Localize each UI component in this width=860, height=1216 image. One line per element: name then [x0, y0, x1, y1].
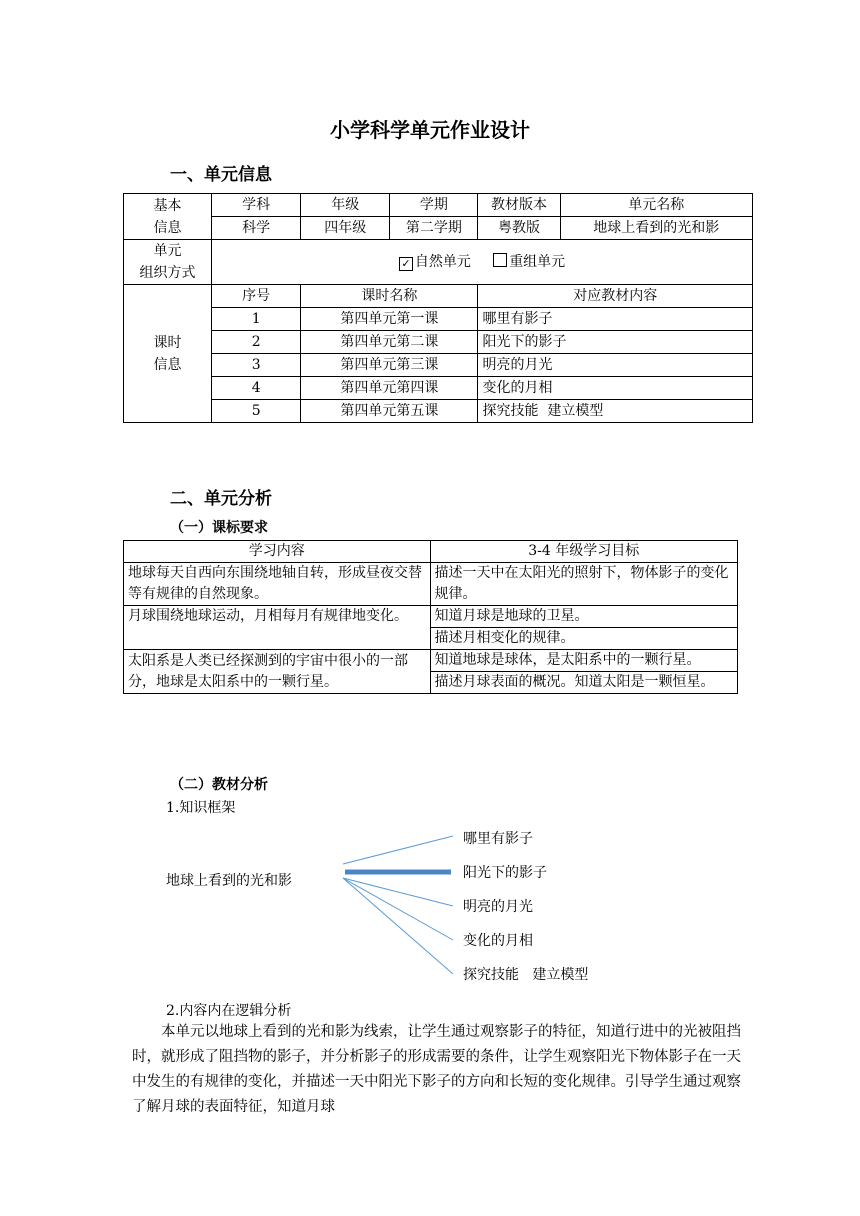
table-row [124, 331, 753, 354]
table-row [124, 240, 753, 285]
header-cell: 序号 [212, 285, 301, 308]
label-part: 信息 [153, 219, 182, 236]
org-option-label: 重组单元 [509, 254, 566, 270]
table-row [124, 541, 738, 563]
framework-root: 地球上看到的光和影 [166, 873, 292, 889]
value-cell: 粤教版 [478, 217, 560, 240]
value-cell: 科学 [212, 217, 301, 240]
branch-line [343, 878, 453, 940]
table-row [124, 400, 753, 423]
framework-branch: 探究技能 建立模型 [463, 967, 589, 983]
lesson-name: 第四单元第五课 [301, 400, 478, 423]
header-cell: 年级 [301, 194, 390, 217]
label-part: 组织方式 [139, 265, 196, 281]
header-cell: 学科 [212, 194, 301, 217]
lesson-no: 5 [212, 400, 301, 423]
table-row [124, 354, 753, 377]
header-cell: 课时名称 [301, 285, 478, 308]
table-row [124, 377, 753, 400]
lesson-name: 第四单元第四课 [301, 377, 478, 400]
lesson-label [124, 285, 212, 423]
lesson-no: 4 [212, 377, 301, 400]
checkbox-unchecked-icon[interactable] [493, 253, 507, 267]
lesson-content: 变化的月相 [478, 377, 753, 400]
table-row [124, 194, 753, 217]
lesson-content: 明亮的月光 [478, 354, 753, 377]
framework-branch: 变化的月相 [463, 933, 533, 949]
std-goal: 知道地球是球体，是太阳系中的一颗行星。 [430, 650, 738, 672]
page-title: 小学科学单元作业设计 [330, 118, 530, 142]
framework-branch: 阳光下的影子 [463, 865, 547, 881]
org-option-label: 自然单元 [414, 254, 471, 270]
header-cell: 学期 [390, 194, 478, 217]
std-content: 地球每天自西向东围绕地轴自转，形成昼夜交替等有规律的自然现象。 [124, 563, 431, 606]
header-cell: 单元名称 [560, 194, 753, 217]
header-cell: 教材版本 [478, 194, 560, 217]
branch-line [343, 836, 453, 864]
table-row [124, 217, 753, 240]
org-options [212, 240, 753, 285]
value-cell: 四年级 [301, 217, 390, 240]
std-content: 太阳系是人类已经探测到的宇宙中很小的一部分，地球是太阳系中的一颗行星。 [124, 650, 431, 694]
header-cell: 3-4 年级学习目标 [430, 541, 738, 563]
label-part: 基本 [153, 197, 182, 214]
unit-info-table [123, 193, 753, 423]
lesson-no: 3 [212, 354, 301, 377]
std-content: 月球围绕地球运动，月相每月有规律地变化。 [124, 606, 431, 650]
subsection-heading: （一）课标要求 [170, 520, 268, 536]
header-cell: 学习内容 [124, 541, 431, 563]
framework-label: 1.知识框架 [166, 800, 236, 816]
knowledge-framework-diagram [0, 820, 860, 990]
value-cell: 第二学期 [390, 217, 478, 240]
lesson-no: 1 [212, 308, 301, 331]
logic-paragraph: 本单元以地球上看到的光和影为线索，让学生通过观察影子的特征，知道行进中的光被阻挡时，就形成了阻挡物的影子，并分析影子的形成需要的条件，让学生观察阳光下物体影子在一天中发生的有规律的变化，并描述一天中阳光下影子的方向和长短的变化规律。引导学生通过观察了解月球的表面特征，知道月球 [132, 1024, 741, 1115]
table-row [124, 606, 738, 628]
label-part: 课时 [153, 334, 182, 351]
std-goal: 描述月相变化的规律。 [430, 628, 738, 650]
lesson-content: 哪里有影子 [478, 308, 753, 331]
lesson-no: 2 [212, 331, 301, 354]
value-cell: 地球上看到的光和影 [560, 217, 753, 240]
header-cell: 对应教材内容 [478, 285, 753, 308]
table-row [124, 563, 738, 606]
standards-table [123, 540, 738, 694]
org-label [124, 240, 212, 285]
std-goal: 描述月球表面的概况。知道太阳是一颗恒星。 [430, 672, 738, 694]
logic-label: 2.内容内在逻辑分析 [166, 1003, 292, 1019]
lesson-content: 探究技能 建立模型 [478, 400, 753, 423]
lesson-name: 第四单元第三课 [301, 354, 478, 377]
checkbox-checked-icon[interactable]: ✓ [399, 257, 413, 271]
framework-branch: 哪里有影子 [463, 831, 533, 847]
section2-heading: 二、单元分析 [170, 489, 272, 509]
lesson-name: 第四单元第一课 [301, 308, 478, 331]
basic-info-label [124, 194, 212, 240]
lesson-content: 阳光下的影子 [478, 331, 753, 354]
subsection-heading: （二）教材分析 [170, 777, 268, 793]
label-part: 信息 [153, 356, 182, 373]
framework-branch: 明亮的月光 [463, 899, 533, 915]
table-row [124, 308, 753, 331]
table-row [124, 285, 753, 308]
std-goal: 知道月球是地球的卫星。 [430, 606, 738, 628]
std-goal: 描述一天中在太阳光的照射下，物体影子的变化规律。 [430, 563, 738, 606]
section1-heading: 一、单元信息 [170, 165, 272, 185]
lesson-name: 第四单元第二课 [301, 331, 478, 354]
table-row [124, 650, 738, 672]
label-part: 单元 [153, 243, 182, 259]
